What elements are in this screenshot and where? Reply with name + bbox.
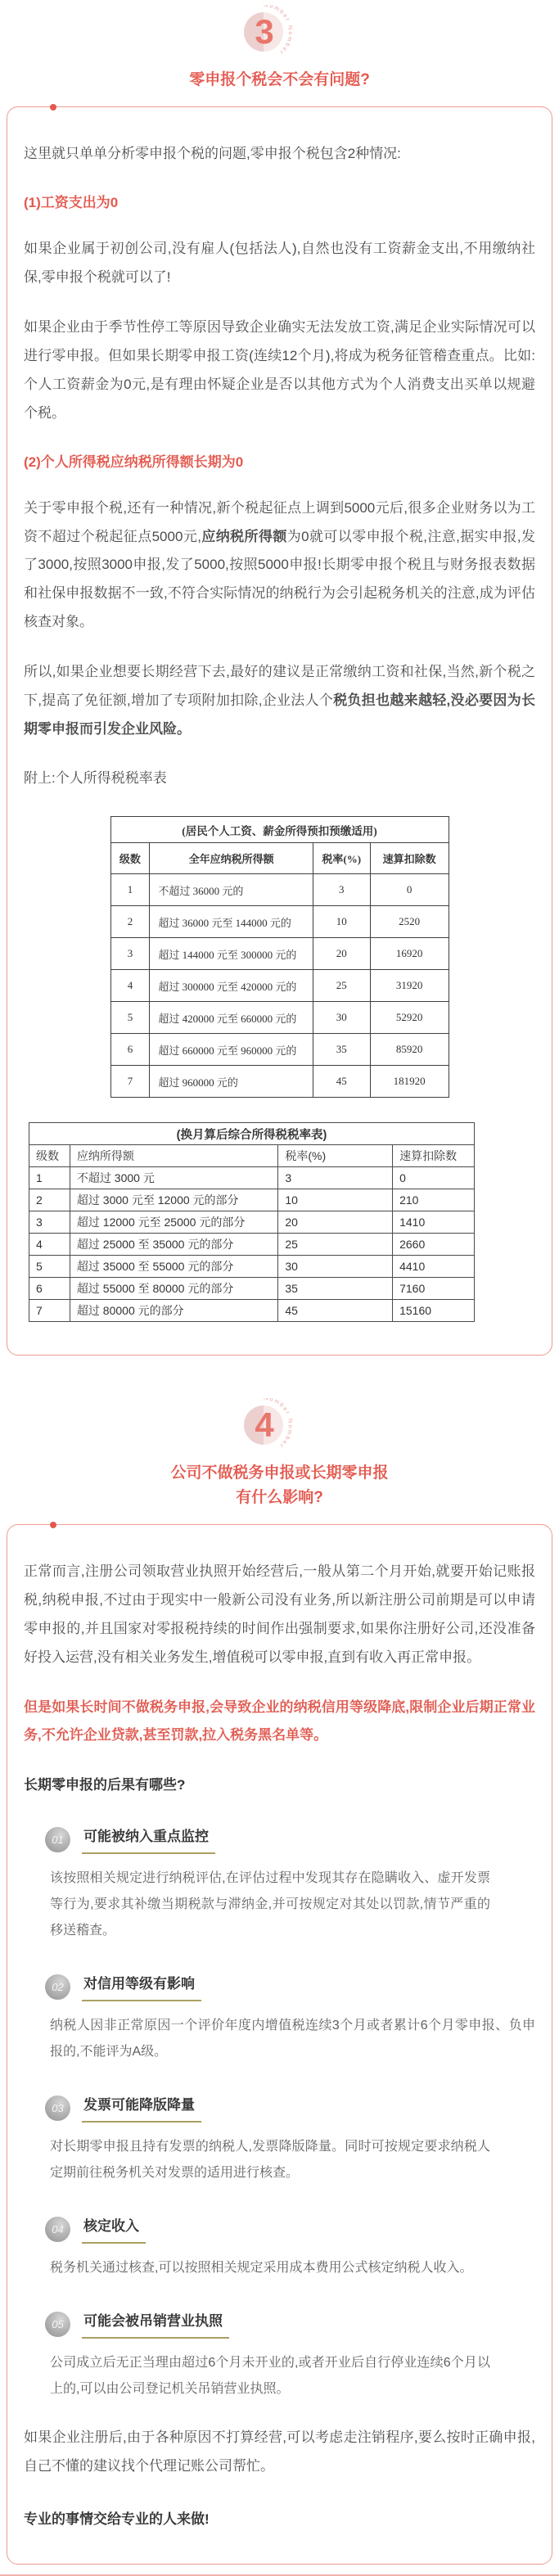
risk-item bbox=[45, 1972, 535, 2065]
table-row bbox=[29, 1211, 475, 1234]
table-row bbox=[110, 1002, 449, 1034]
table-cell: 7 bbox=[29, 1300, 70, 1322]
table-cell: 超过 35000 至 55000 元的部分 bbox=[70, 1256, 277, 1278]
risk-number-badge: 05 bbox=[45, 2312, 70, 2337]
table-cell: 1410 bbox=[393, 1211, 475, 1234]
table-row bbox=[29, 1300, 475, 1322]
number-badge-icon bbox=[239, 5, 321, 59]
risk-list bbox=[45, 1825, 535, 2402]
table-cell: 10 bbox=[313, 906, 370, 938]
table-1-header-cell: 速算扣除数 bbox=[370, 843, 449, 874]
table-cell: 6 bbox=[110, 1034, 150, 1066]
risk-item-header bbox=[45, 2093, 535, 2123]
case-2-paragraph-2: 所以,如果企业想要长期经营下去,最好的建议是正常缴纳工资和社保,当然,新个税之下,提高了免征额,增加了专项附加扣除,企业法人个税负担也越来越轻,没必要因为长期零申报而引发企业风险。 bbox=[24, 663, 535, 737]
consequences-question: 长期零申报的后果有哪些? bbox=[24, 1777, 186, 1793]
table-row bbox=[110, 1034, 449, 1066]
table-cell: 超过 960000 元的 bbox=[150, 1066, 313, 1098]
section-4-header bbox=[0, 1398, 559, 1509]
table-1-header-cell: 级数 bbox=[110, 843, 150, 874]
table-2-header-row bbox=[29, 1145, 475, 1167]
section-4-title-line-2: 有什么影响? bbox=[236, 1488, 323, 1506]
warning-paragraph: 但是如果长时间不做税务申报,会导致企业的纳税信用等级降底,限制企业后期正常业务,不允许企业贷款,甚至罚款,拉入税务黑名单等。 bbox=[24, 1699, 535, 1744]
table-cell: 10 bbox=[278, 1189, 393, 1211]
table-cell: 超过 55000 至 80000 元的部分 bbox=[70, 1278, 277, 1300]
table-2-header-cell: 应纳所得额 bbox=[70, 1145, 277, 1167]
bottom-divider bbox=[0, 2574, 559, 2576]
risk-item-header bbox=[45, 2214, 535, 2244]
table-cell: 2 bbox=[29, 1189, 70, 1211]
table-cell: 45 bbox=[278, 1300, 393, 1322]
case-1-paragraph-1: 如果企业属于初创公司,没有雇人(包括法人),自然也没有工资薪金支出,不用缴纳社保,零申报个税就可以了! bbox=[24, 241, 535, 286]
section-4-number-badge bbox=[239, 1398, 321, 1452]
table-cell: 52920 bbox=[370, 1002, 449, 1034]
table-row bbox=[29, 1234, 475, 1256]
table-1-header-row bbox=[110, 843, 449, 874]
table-cell: 20 bbox=[313, 938, 370, 970]
risk-item-title: 可能被纳入重点监控 bbox=[82, 1825, 215, 1854]
risk-number-badge: 04 bbox=[45, 2217, 70, 2242]
table-cell: 0 bbox=[393, 1167, 475, 1189]
table-cell: 16920 bbox=[370, 938, 449, 970]
monthly-tax-rate-table bbox=[29, 1122, 475, 1322]
case-2-heading: (2)个人所得税应纳税所得额长期为0 bbox=[24, 453, 244, 470]
risk-number-badge: 02 bbox=[45, 1974, 70, 2000]
table-cell: 3 bbox=[29, 1211, 70, 1234]
risk-item-description: 税务机关通过核查,可以按照相关规定采用成本费用公式核定纳税人收入。 bbox=[50, 2261, 473, 2276]
table-cell: 210 bbox=[393, 1189, 475, 1211]
table-cell: 30 bbox=[278, 1256, 393, 1278]
section-4-content-box bbox=[7, 1524, 552, 2564]
table-row bbox=[29, 1278, 475, 1300]
risk-item bbox=[45, 2309, 535, 2402]
risk-item-header bbox=[45, 2309, 535, 2339]
table-cell: 超过 36000 元至 144000 元的 bbox=[150, 906, 313, 938]
table-2-header-cell: 速算扣除数 bbox=[393, 1145, 475, 1167]
table-cell: 85920 bbox=[370, 1034, 449, 1066]
case-2-paragraph-1: 关于零申报个税,还有一种情况,新个税起征点上调到5000元后,很多企业财务以为工资不超过个税起征点5000元,应纳税所得额为0就可以零申报个税,注意,据实申报,发了3000,按照3000申报,发了5000,按照5000申报!长期零申报个税且与财务报表数据和社保申报数据不一致,不符合实际情况的纳税行为会引起税务机关的注意,成为评估核查对象。 bbox=[24, 499, 536, 630]
risk-item-description: 该按照相关规定进行纳税评估,在评估过程中发现其存在隐瞒收入、虚开发票等行为,要求其补缴当期税款与滞纳金,并可按规定对其处以罚款,情节严重的移送稽查。 bbox=[50, 1871, 490, 1938]
table-cell: 超过 3000 元至 12000 元的部分 bbox=[70, 1189, 277, 1211]
table-cell: 1 bbox=[29, 1167, 70, 1189]
section-3-number-badge bbox=[239, 5, 321, 59]
table-cell: 35 bbox=[313, 1034, 370, 1066]
table-2-header-cell: 级数 bbox=[29, 1145, 70, 1167]
case-1-heading: (1)工资支出为0 bbox=[24, 195, 119, 211]
table-cell: 1 bbox=[110, 874, 150, 906]
case-1-paragraph-2: 如果企业由于季节性停工等原因导致企业确实无法发放工资,满足企业实际情况可以进行零申报。但如果长期零申报工资(连续12个月),将成为税务征管稽查重点。比如:个人工资薪金为0元,是有理由怀疑企业是否以其他方式为个人消费支出买单以规避个税。 bbox=[24, 319, 535, 421]
table-row bbox=[110, 938, 449, 970]
risk-item-description: 对长期零申报且持有发票的纳税人,发票降版降量。同时可按规定要求纳税人定期前往税务机关对发票的适用进行核查。 bbox=[50, 2140, 490, 2181]
table-note: 附上:个人所得税税率表 bbox=[24, 770, 167, 787]
table-cell: 35 bbox=[278, 1278, 393, 1300]
badge-number: 4 bbox=[254, 1405, 274, 1445]
intro-paragraph: 这里就只单单分析零申报个税的问题,零申报个税包含2种情况: bbox=[24, 146, 401, 162]
table-cell: 25 bbox=[313, 970, 370, 1002]
table-cell: 4 bbox=[110, 970, 150, 1002]
table-cell: 3 bbox=[278, 1167, 393, 1189]
table-row bbox=[110, 1066, 449, 1098]
table-cell: 2520 bbox=[370, 906, 449, 938]
table-cell: 不超过 3000 元 bbox=[70, 1167, 277, 1189]
table-cell: 3 bbox=[110, 938, 150, 970]
table-2-header-cell: 税率(%) bbox=[278, 1145, 393, 1167]
table-row bbox=[29, 1189, 475, 1211]
risk-item-title: 可能会被吊销营业执照 bbox=[82, 2309, 229, 2339]
table-1-header-cell: 税率(%) bbox=[313, 843, 370, 874]
table-cell: 20 bbox=[278, 1211, 393, 1234]
section-4-paragraph-2: 如果企业注册后,由于各种原因不打算经营,可以考虑走注销程序,要么按时正确申报,自己不懂的建议找个代理记账公司帮忙。 bbox=[24, 2429, 535, 2474]
badge-arc-text: Number Number bbox=[263, 5, 293, 56]
risk-number-badge: 01 bbox=[45, 1827, 70, 1852]
table-cell: 超过 660000 元至 960000 元的 bbox=[150, 1034, 313, 1066]
risk-item-header bbox=[45, 1972, 535, 2001]
section-3-header bbox=[0, 5, 559, 92]
table-cell: 不超过 36000 元的 bbox=[150, 874, 313, 906]
table-cell: 6 bbox=[29, 1278, 70, 1300]
table-row bbox=[29, 1256, 475, 1278]
table-cell: 5 bbox=[110, 1002, 150, 1034]
risk-item-title: 对信用等级有影响 bbox=[82, 1972, 201, 2001]
risk-number-badge: 03 bbox=[45, 2096, 70, 2121]
table-row bbox=[110, 906, 449, 938]
table-cell: 25 bbox=[278, 1234, 393, 1256]
table-cell: 31920 bbox=[370, 970, 449, 1002]
table-2-title: (换月算后综合所得税税率表) bbox=[29, 1123, 475, 1145]
table-1-header-cell: 全年应纳税所得额 bbox=[150, 843, 313, 874]
table-cell: 15160 bbox=[393, 1300, 475, 1322]
table-cell: 181920 bbox=[370, 1066, 449, 1098]
table-cell: 2 bbox=[110, 906, 150, 938]
table-cell: 超过 25000 至 35000 元的部分 bbox=[70, 1234, 277, 1256]
table-cell: 2660 bbox=[393, 1234, 475, 1256]
table-cell: 超过 420000 元至 660000 元的 bbox=[150, 1002, 313, 1034]
risk-item bbox=[45, 2214, 535, 2281]
risk-item-title: 核定收入 bbox=[82, 2214, 146, 2244]
table-row bbox=[29, 1167, 475, 1189]
annual-tax-rate-table bbox=[110, 816, 449, 1098]
table-cell: 4 bbox=[29, 1234, 70, 1256]
table-cell: 7160 bbox=[393, 1278, 475, 1300]
closing-statement: 专业的事情交给专业的人来做! bbox=[24, 2511, 210, 2527]
table-cell: 30 bbox=[313, 1002, 370, 1034]
table-cell: 3 bbox=[313, 874, 370, 906]
risk-item-description: 公司成立后无正当理由超过6个月未开业的,或者开业后自行停业连续6个月以上的,可以由公司登记机关吊销营业执照。 bbox=[50, 2356, 490, 2397]
table-cell: 45 bbox=[313, 1066, 370, 1098]
table-cell: 超过 144000 元至 300000 元的 bbox=[150, 938, 313, 970]
section-3-content-box bbox=[7, 106, 552, 1356]
table-cell: 超过 80000 元的部分 bbox=[70, 1300, 277, 1322]
risk-item bbox=[45, 2093, 535, 2186]
risk-item-header bbox=[45, 1825, 535, 1854]
table-cell: 超过 12000 元至 25000 元的部分 bbox=[70, 1211, 277, 1234]
table-cell: 5 bbox=[29, 1256, 70, 1278]
table-cell: 7 bbox=[110, 1066, 150, 1098]
table-cell: 0 bbox=[370, 874, 449, 906]
box-corner-dot bbox=[50, 1522, 56, 1528]
badge-arc-text: Number Number bbox=[263, 1398, 293, 1450]
table-1-title: (居民个人工资、薪金所得预扣预缴适用) bbox=[110, 817, 449, 843]
table-cell: 4410 bbox=[393, 1256, 475, 1278]
table-row bbox=[110, 874, 449, 906]
number-badge-icon bbox=[239, 1398, 321, 1452]
box-corner-dot bbox=[50, 104, 56, 111]
risk-item-description: 纳税人因非正常原因一个评价年度内增值税连续3个月或者累计6个月零申报、负申报的,不能评为A级。 bbox=[50, 2019, 535, 2059]
table-cell: 超过 300000 元至 420000 元的 bbox=[150, 970, 313, 1002]
risk-item bbox=[45, 1825, 535, 1944]
section-4-paragraph-1: 正常而言,注册公司领取营业执照开始经营后,一般从第二个月开始,就要开始记账报税,纳税申报,不过由于现实中一般新公司没有业务,所以新注册公司前期是可以申请零申报的,并且国家对零报税持续的时间作出强制要求,如果你注册好公司,还没准备好投入运营,没有相关业务发生,增值税可以零申报,直到有收入再正常申报。 bbox=[24, 1563, 535, 1665]
risk-item-title: 发票可能降版降量 bbox=[82, 2093, 201, 2123]
badge-number: 3 bbox=[254, 12, 274, 51]
section-3-title: 零申报个税会不会有问题? bbox=[189, 71, 370, 88]
table-row bbox=[110, 970, 449, 1002]
section-4-title-line-1: 公司不做税务申报或长期零申报 bbox=[170, 1464, 389, 1482]
